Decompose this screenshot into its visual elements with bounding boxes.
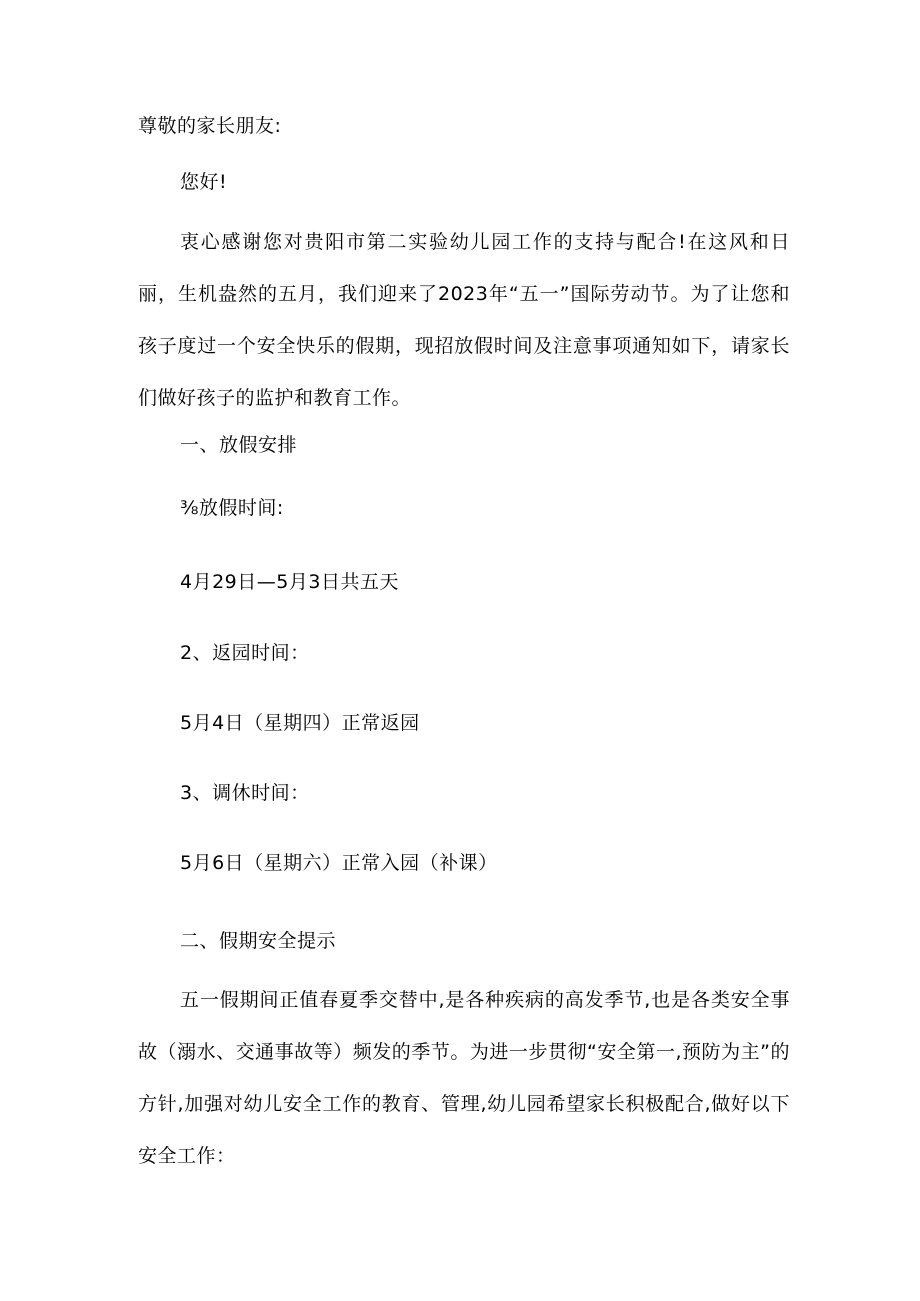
- section-2-heading: 二、假期安全提示: [180, 930, 337, 952]
- holiday-time-label: ⅜放假时间:: [180, 497, 284, 519]
- return-time-value: 5月4日（星期四）正常返园: [180, 712, 420, 734]
- makeup-time-label: 3、调休时间：: [180, 782, 310, 804]
- section-1-heading: 一、放假安排: [180, 434, 298, 456]
- salutation: 尊敬的家长朋友:: [138, 115, 282, 137]
- holiday-time-value: 4月29日—5月3日共五天: [180, 571, 399, 593]
- safety-paragraph: 五一假期间正值春夏季交替中,是各种疾病的高发季节,也是各类安全事故（溺水、交通事故等）频发的季节。为进一步贯彻“安全第一,预防为主”的方针,加强对幼儿安全工作的教育、管理,幼儿园希望家长积极配合,做好以下安全工作：: [138, 989, 790, 1167]
- makeup-time-value: 5月6日（星期六）正常入园（补课）: [180, 852, 498, 874]
- return-time-label: 2、返园时间：: [180, 642, 310, 664]
- intro-paragraph: 衷心感谢您对贵阳市第二实验幼儿园工作的支持与配合!在这风和日丽，生机盎然的五月，我们迎来了2023年“五一”国际劳动节。为了让您和孩子度过一个安全快乐的假期，现招放假时间及注意事项通知如下，请家长们做好孩子的监护和教育工作。: [138, 231, 790, 409]
- greeting: 您好!: [180, 171, 228, 193]
